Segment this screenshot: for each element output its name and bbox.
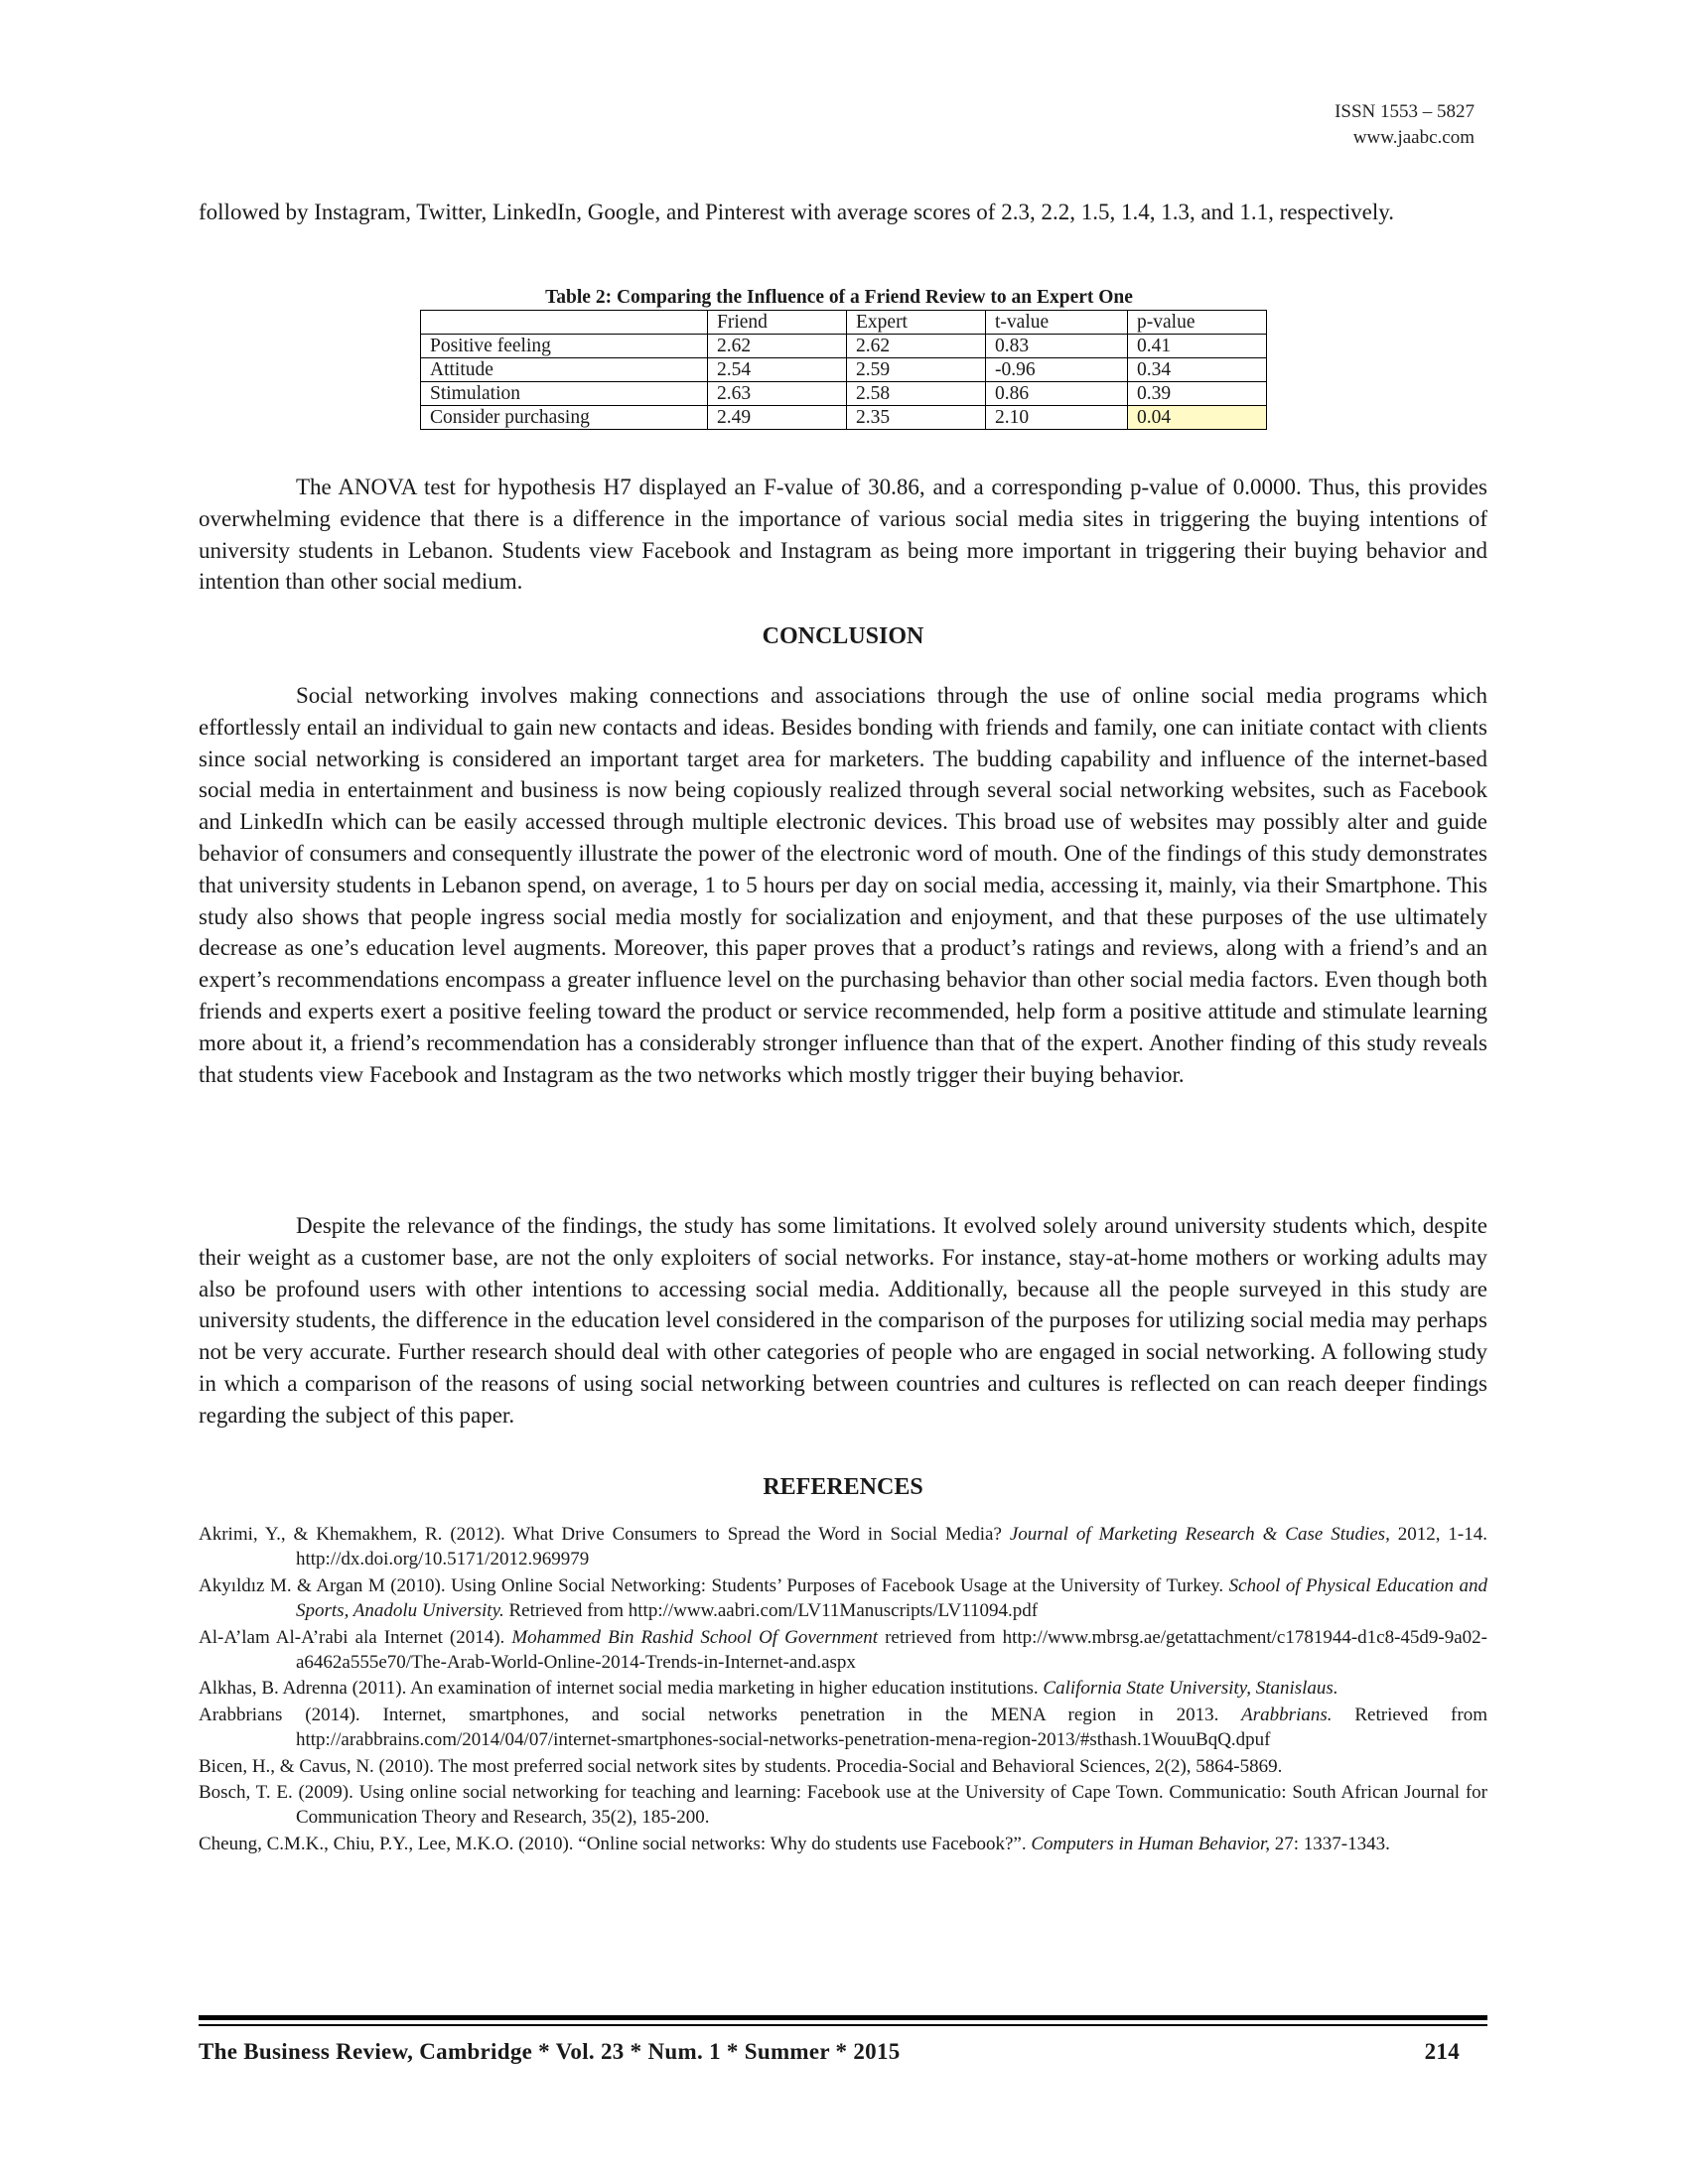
reference-entry: Bicen, H., & Cavus, N. (2010). The most preferred social network sites by students. Procedia-Social and Behavioral Sciences, 2(2), 5864-5869. <box>199 1755 1283 1777</box>
reference-entry: Akyıldız M. & Argan M (2010). Using Online Social Networking: Students’ Purposes of Facebook Usage at the University of Turkey. School of Physical Education and Sports, Anadolu University. Retrieved from http://www.aabri.com/LV11Manuscripts/LV11094.pdf <box>199 1574 1487 1622</box>
table-header-cell: Expert <box>847 311 986 335</box>
conclusion-text <box>199 680 1487 1090</box>
table-cell: Positive feeling <box>421 335 708 358</box>
anova-paragraph: The ANOVA test for hypothesis H7 displayed an F-value of 30.86, and a corresponding p-value of 0.0000. Thus, this provides overwhelming evidence that there is a difference in the importance of various social media sites in triggering the buying intentions of university students in Lebanon. Students view Facebook and Instagram as being more important in triggering their buying behavior and intention than other social medium. <box>199 475 1487 595</box>
table-cell: -0.96 <box>986 358 1128 382</box>
reference-entry: Bosch, T. E. (2009). Using online social networking for teaching and learning: Facebook use at the University of Cape Town. Communicatio: South African Journal for Communication Theory and Research, 35(2), 185-200. <box>199 1782 1487 1829</box>
issn-label: ISSN 1553 – 5827 <box>1335 101 1475 122</box>
table-cell: 2.59 <box>847 358 986 382</box>
table-cell: 0.34 <box>1128 358 1267 382</box>
table-cell: 0.86 <box>986 382 1128 406</box>
page-header <box>1335 99 1475 151</box>
table-row <box>421 335 1267 358</box>
page-footer <box>199 2039 1460 2065</box>
reference-entry: Al-A’lam Al-A’rabi ala Internet (2014). Mohammed Bin Rashid School Of Government retrieved from http://www.mbrsg.ae/getattachment/c1781944-d1c8-45d9-9a02-a6462a555e70/The-Arab-World-Online-2014-Trends-in-Internet-and.aspx <box>199 1626 1488 1674</box>
table-cell: 2.35 <box>847 406 986 430</box>
anova-text <box>199 472 1487 598</box>
results-table <box>420 310 1267 430</box>
table-title: Table 2: Comparing the Influence of a Friend Review to an Expert One <box>545 287 1133 308</box>
table-row <box>421 382 1267 406</box>
page-number: 214 <box>1424 2039 1460 2064</box>
intro-paragraph: followed by Instagram, Twitter, LinkedIn, Google, and Pinterest with average scores of 2.3, 2.2, 1.5, 1.4, 1.3, and 1.1, respectively. <box>199 200 1395 224</box>
footer-divider-thin <box>199 2024 1487 2026</box>
conclusion-heading: CONCLUSION <box>762 623 924 649</box>
table-cell: 0.83 <box>986 335 1128 358</box>
table-cell: 0.39 <box>1128 382 1267 406</box>
table-cell: Attitude <box>421 358 708 382</box>
references-heading: REFERENCES <box>763 1474 923 1500</box>
reference-entry: Arabbrians (2014). Internet, smartphones, and social networks penetration in the MENA region in 2013. Arabbrians. Retrieved from http://arabbrains.com/2014/04/07/internet-smartphones-social-networks-penetration-mena-region-2013/#sthash.1WouuBqQ.dpuf <box>199 1704 1487 1751</box>
table-cell: Consider purchasing <box>421 406 708 430</box>
table-header-cell: Friend <box>708 311 847 335</box>
table-row <box>421 358 1267 382</box>
reference-entry: Alkhas, B. Adrenna (2011). An examination of internet social media marketing in higher education institutions. California State University, Stanislaus. <box>199 1678 1338 1700</box>
limitations-text <box>199 1210 1487 1432</box>
footer-divider-thick <box>199 2015 1487 2020</box>
table-cell: 2.10 <box>986 406 1128 430</box>
table-cell: Stimulation <box>421 382 708 406</box>
table-header-row <box>421 311 1267 335</box>
conclusion-paragraph-1: Social networking involves making connections and associations through the use of online social media programs which effortlessly entail an individual to gain new contacts and ideas. Besides bonding with friends and family, one can initiate contact with clients since social networking is considered an important target area for marketers. The budding capability and influence of the internet-based social media in entertainment and business is now being copiously realized through several social networking websites, such as Facebook and LinkedIn which can be easily accessed through multiple electronic devices. This broad use of websites may possibly alter and guide behavior of consumers and consequently illustrate the power of the electronic word of mouth. One of the findings of this study demonstrates that university students in Lebanon spend, on average, 1 to 5 hours per day on social media, accessing it, mainly, via their Smartphone. This study also shows that people ingress social media mostly for socialization and enjoyment, and that these purposes of the use ultimately decrease as one’s education level augments. Moreover, this paper proves that a product’s ratings and reviews, along with a friend’s and an expert’s recommendations encompass a greater influence level on the purchasing behavior than other social media factors. Even though both friends and experts exert a positive feeling toward the product or service recommended, help form a positive attitude and stimulate learning more about it, a friend’s recommendation has a considerably stronger influence than that of the expert. Another finding of this study reveals that students view Facebook and Instagram as the two networks which mostly trigger their buying behavior. <box>199 683 1487 1087</box>
table-cell: 2.63 <box>708 382 847 406</box>
table-cell: 2.62 <box>708 335 847 358</box>
references-list <box>199 1522 1487 1857</box>
table-header-cell <box>421 311 708 335</box>
intro-text <box>199 197 1487 228</box>
reference-entry: Cheung, C.M.K., Chiu, P.Y., Lee, M.K.O. (2010). “Online social networks: Why do students use Facebook?”. Computers in Human Behavior, 27: 1337-1343. <box>199 1833 1390 1854</box>
highlighted-p-value-cell: 0.04 <box>1128 406 1267 430</box>
conclusion-paragraph-2: Despite the relevance of the findings, the study has some limitations. It evolved solely around university students which, despite their weight as a customer base, are not the only exploiters of social networks. For instance, stay-at-home mothers or working adults may also be profound users with other intentions to accessing social media. Additionally, because all the people surveyed in this study are university students, the difference in the education level considered in the comparison of the purposes for utilizing social media may perhaps not be very accurate. Further research should deal with other categories of people who are engaged in social networking. A following study in which a comparison of the reasons of using social networking between countries and cultures is reflected on can reach deeper findings regarding the subject of this paper. <box>199 1213 1487 1428</box>
table-header-cell: t-value <box>986 311 1128 335</box>
table-cell: 2.62 <box>847 335 986 358</box>
table-header-cell: p-value <box>1128 311 1267 335</box>
table-cell: 2.49 <box>708 406 847 430</box>
table-cell: 2.58 <box>847 382 986 406</box>
table-row <box>421 406 1267 430</box>
footer-journal-info: The Business Review, Cambridge * Vol. 23 * Num. 1 * Summer * 2015 <box>199 2039 901 2064</box>
reference-entry: Akrimi, Y., & Khemakhem, R. (2012). What Drive Consumers to Spread the Word in Social Media? Journal of Marketing Research & Case Studies, 2012, 1-14. http://dx.doi.org/10.5171/2012.969979 <box>199 1524 1488 1570</box>
table-cell: 0.41 <box>1128 335 1267 358</box>
journal-website[interactable]: www.jaabc.com <box>1352 127 1475 148</box>
table-cell: 2.54 <box>708 358 847 382</box>
